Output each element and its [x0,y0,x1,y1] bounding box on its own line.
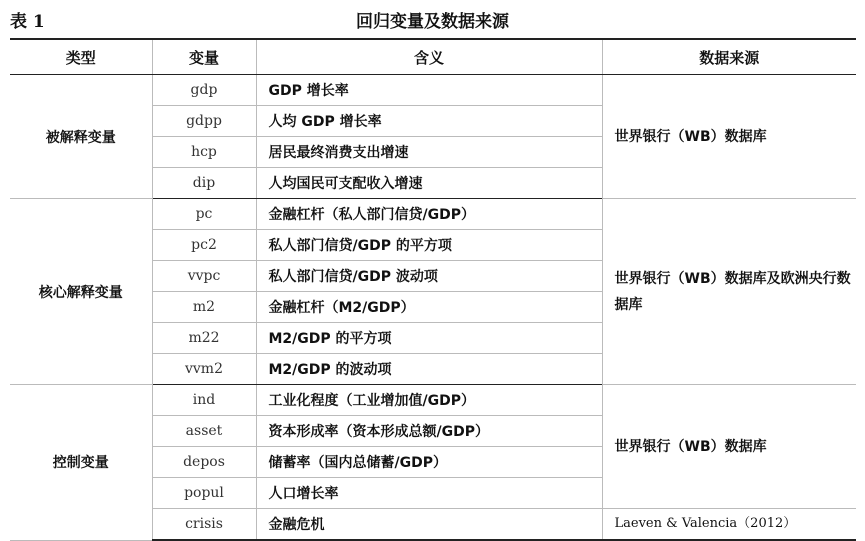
group-type-cell: 控制变量 [10,385,152,541]
meaning-cell: 居民最终消费支出增速 [256,137,602,168]
meaning-cell: 人均国民可支配收入增速 [256,168,602,199]
variable-cell: ind [152,385,256,416]
table-row [10,75,856,106]
source-cell: 世界银行（WB）数据库 [602,385,856,509]
regression-variables-table [10,38,856,541]
variable-cell: asset [152,416,256,447]
column-header-type: 类型 [10,39,152,75]
variable-cell: popul [152,478,256,509]
column-header-source: 数据来源 [602,39,856,75]
source-cell: 世界银行（WB）数据库 [602,75,856,199]
source-cell: Laeven & Valencia（2012） [602,509,856,541]
meaning-cell: 工业化程度（工业增加值/GDP） [256,385,602,416]
table-number: 表 1 [10,12,45,32]
meaning-cell: GDP 增长率 [256,75,602,106]
table-title: 回归变量及数据来源 [356,12,509,32]
variable-cell: vvm2 [152,354,256,385]
header-row [10,39,856,75]
table-row [10,199,856,230]
variable-cell: crisis [152,509,256,541]
variable-cell: depos [152,447,256,478]
group-type-cell: 被解释变量 [10,75,152,199]
variable-cell: dip [152,168,256,199]
group-type-cell: 核心解释变量 [10,199,152,385]
table-row [10,385,856,416]
table-caption [0,0,865,34]
column-header-meaning: 含义 [256,39,602,75]
meaning-cell: 人口增长率 [256,478,602,509]
meaning-cell: 私人部门信贷/GDP 的平方项 [256,230,602,261]
variable-cell: hcp [152,137,256,168]
meaning-cell: 人均 GDP 增长率 [256,106,602,137]
source-cell: 世界银行（WB）数据库及欧洲央行数据库 [602,199,856,385]
variable-cell: m22 [152,323,256,354]
meaning-cell: 储蓄率（国内总储蓄/GDP） [256,447,602,478]
variable-cell: pc2 [152,230,256,261]
variable-cell: vvpc [152,261,256,292]
variable-cell: m2 [152,292,256,323]
meaning-cell: 金融危机 [256,509,602,541]
meaning-cell: 金融杠杆（M2/GDP） [256,292,602,323]
variable-cell: gdp [152,75,256,106]
variable-cell: gdpp [152,106,256,137]
meaning-cell: 私人部门信贷/GDP 波动项 [256,261,602,292]
meaning-cell: 资本形成率（资本形成总额/GDP） [256,416,602,447]
variable-cell: pc [152,199,256,230]
meaning-cell: M2/GDP 的波动项 [256,354,602,385]
meaning-cell: 金融杠杆（私人部门信贷/GDP） [256,199,602,230]
column-header-variable: 变量 [152,39,256,75]
meaning-cell: M2/GDP 的平方项 [256,323,602,354]
